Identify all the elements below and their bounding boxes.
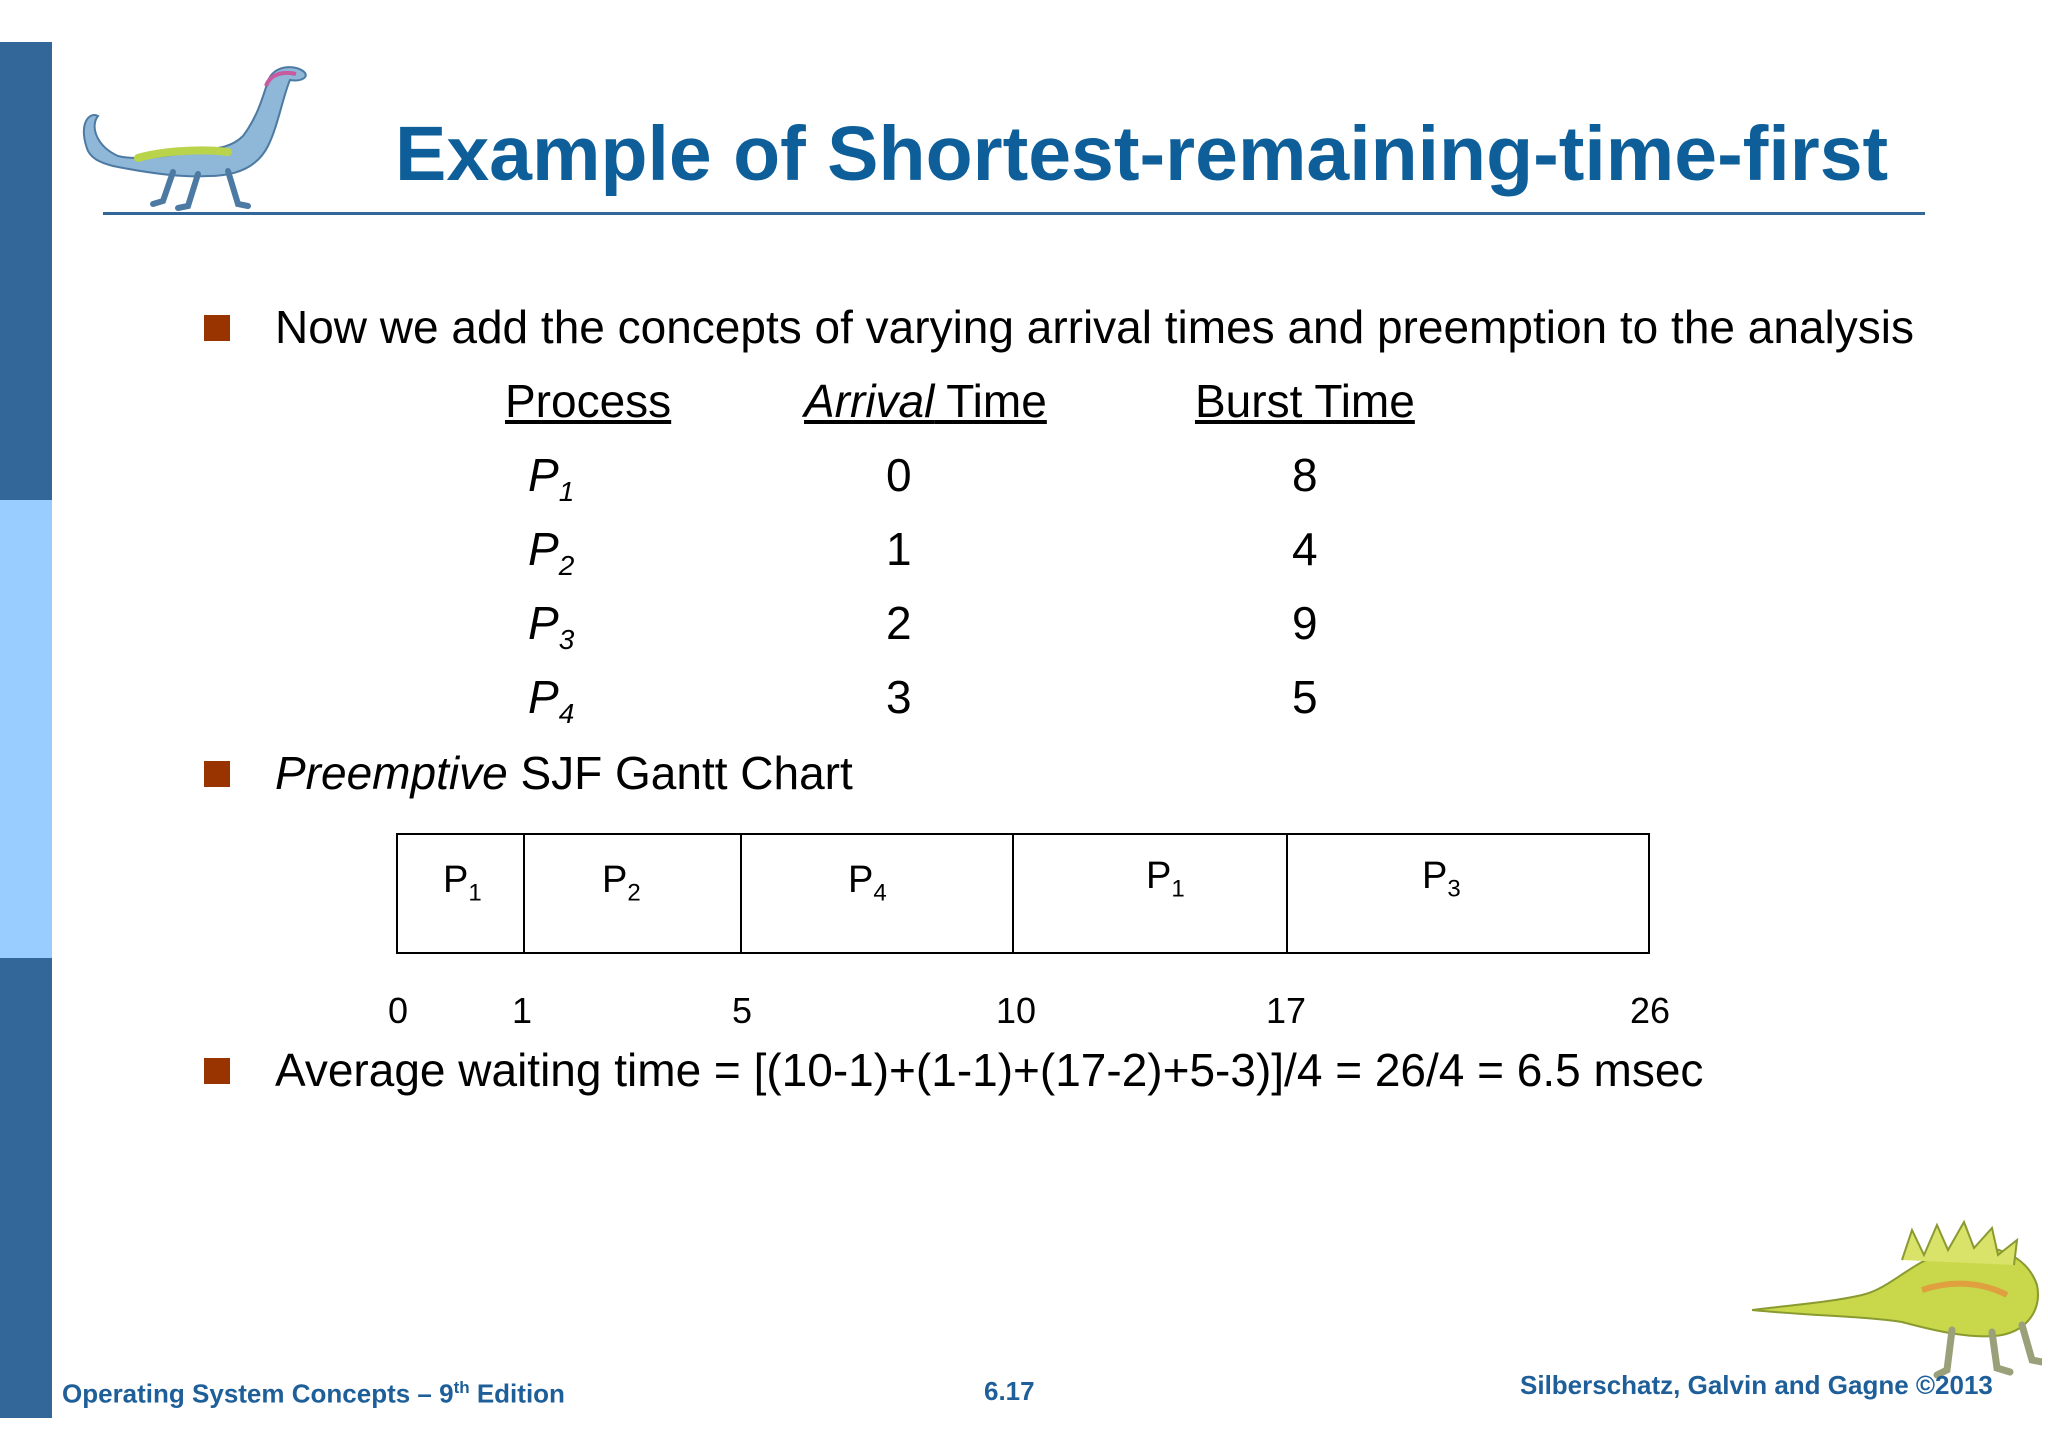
table-cell-process: $P_4$ bbox=[528, 671, 575, 730]
bullet-text-1: Now we add the concepts of varying arrival times and preemption to the analysis bbox=[275, 301, 1914, 353]
table-header-burst: Burst Time bbox=[1195, 375, 1415, 427]
table-header-arrival: Arrival Time bbox=[804, 375, 1047, 427]
table-cell-process: $P_3$ bbox=[528, 597, 575, 656]
gantt-tick-label: 10 bbox=[996, 990, 1037, 1031]
gantt-divider bbox=[1286, 833, 1288, 954]
table-cell-arrival: 2 bbox=[886, 597, 912, 649]
gantt-tick-label: 17 bbox=[1266, 990, 1307, 1031]
slide-title: Example of Shortest-remaining-time-first bbox=[395, 111, 1889, 197]
gantt-segment-label: $P_4$ bbox=[848, 859, 887, 907]
sidebar-band-bottom bbox=[0, 958, 52, 1418]
table-cell-arrival: 0 bbox=[886, 449, 912, 501]
table-cell-arrival: 1 bbox=[886, 523, 912, 575]
bullet-text-3: Average waiting time = [(10-1)+(1-1)+(17-2)+5-3)]/4 = 26/4 = 6.5 msec bbox=[275, 1044, 1704, 1096]
gantt-tick-label: 0 bbox=[388, 990, 409, 1031]
gantt-chart bbox=[396, 833, 1650, 954]
footer-copyright: Silberschatz, Galvin and Gagne ©2013 bbox=[1520, 1370, 1993, 1400]
table-cell-burst: 9 bbox=[1292, 597, 1318, 649]
gantt-segment-label: $P_2$ bbox=[602, 859, 641, 907]
gantt-tick-label: 1 bbox=[512, 990, 533, 1031]
sidebar-band-top bbox=[0, 42, 52, 500]
stegosaurus-logo-icon bbox=[1752, 1210, 2042, 1380]
dinosaur-logo-icon bbox=[78, 56, 318, 216]
bullet-marker-3 bbox=[204, 1058, 230, 1084]
footer-slide-number: 6.17 bbox=[984, 1376, 1035, 1406]
gantt-divider bbox=[740, 833, 742, 954]
table-cell-burst: 4 bbox=[1292, 523, 1318, 575]
gantt-segment-label: $P_1$ bbox=[1146, 855, 1185, 903]
gantt-segment-label: $P_1$ bbox=[443, 859, 482, 907]
title-underline bbox=[103, 212, 1925, 215]
table-cell-burst: 8 bbox=[1292, 449, 1318, 501]
gantt-divider bbox=[523, 833, 525, 954]
bullet-text-2: Preemptive SJF Gantt Chart bbox=[275, 747, 853, 799]
table-cell-process: $P_2$ bbox=[528, 523, 575, 582]
gantt-segment-label: $P_3$ bbox=[1422, 855, 1461, 903]
table-cell-arrival: 3 bbox=[886, 671, 912, 723]
bullet-marker-1 bbox=[204, 315, 230, 341]
gantt-divider bbox=[1012, 833, 1014, 954]
bullet-marker-2 bbox=[204, 761, 230, 787]
table-header-process: Process bbox=[505, 375, 672, 427]
footer-book-title: Operating System Concepts – 9th Edition bbox=[62, 1378, 565, 1409]
gantt-tick-label: 5 bbox=[732, 990, 753, 1031]
sidebar-band-middle bbox=[0, 500, 52, 958]
gantt-tick-label: 26 bbox=[1630, 990, 1671, 1031]
table-cell-process: $P_1$ bbox=[528, 449, 575, 508]
table-cell-burst: 5 bbox=[1292, 671, 1318, 723]
